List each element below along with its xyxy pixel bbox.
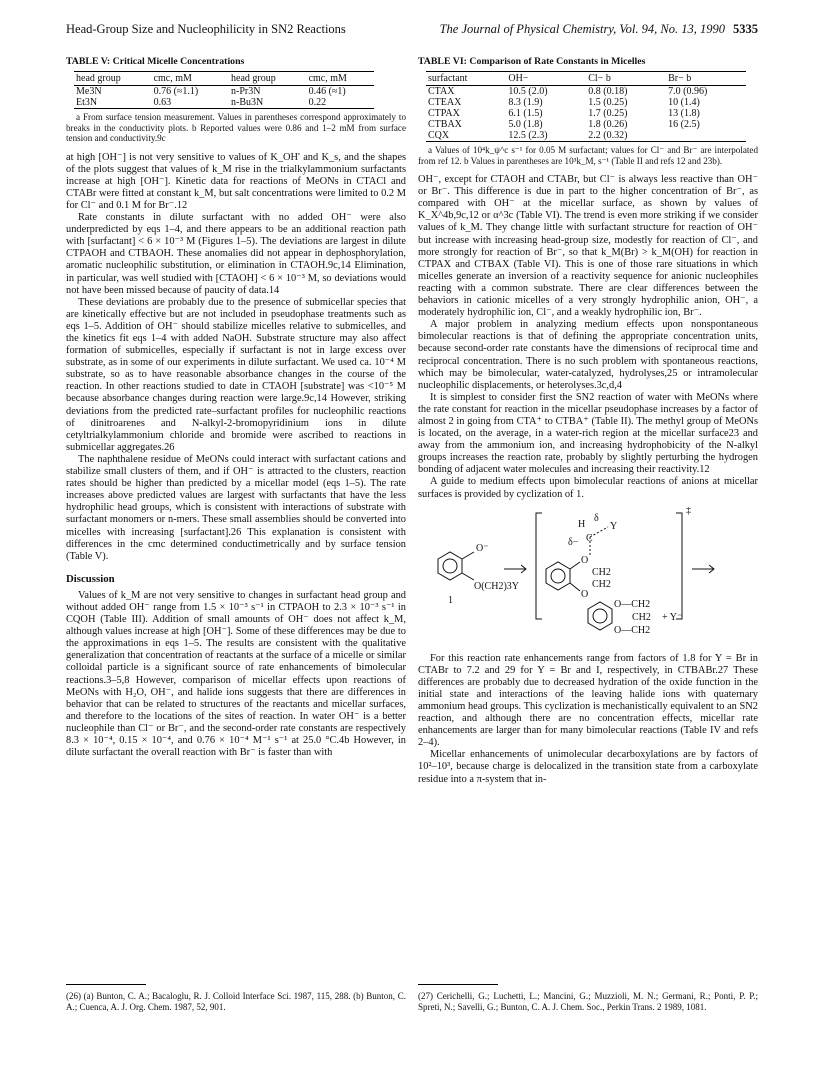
table-cell: 16 (2.5) [668,119,700,131]
table-cell: 13 (1.8) [668,108,700,120]
svg-text:CH2: CH2 [592,578,611,590]
body-paragraph: The naphthalene residue of MeONs could interact with surfactant cations and stabilize small clusters of them, and if OH⁻ is attracted to the clusters, reaction rates should be higher than predicted by a micellar model (eqs 1–5). The rate increases above predicted values are largest with surfactants that have the less hydrophilic head groups, which is consistent with interactions of substrate with surfactant monomers or n-mers. These small assemblies should be converted into micelles with increasing [surfactant].26 This explanation is consistent with differences in the cmc determined conductimetrically and by surface tension (Table V). [66,453,406,562]
running-header-title: Head-Group Size and Nucleophilicity in SN2 Reactions [66,22,346,36]
footnote-rule [66,984,146,985]
svg-text:C: C [586,532,593,544]
svg-text:Y: Y [610,520,618,532]
table6-col-header: OH− [508,73,529,85]
table-cell: 7.0 (0.96) [668,86,708,98]
body-paragraph: at high [OH⁻] is not very sensitive to values of K_OH' and K_s, and the shapes of the plots suggest that values of k_M rise in the trialkylammonium surfactants increase at high [OH⁻]. Kinetic data for reactions of MeONs in CTACl and CTABr were fitted at constant k_M, but salt concentrations were limited to 0.2 M for Cl⁻ and 0.1 M for Br⁻.12 [66,151,406,211]
table-cell: CTBAX [428,119,462,131]
table-row [426,86,746,98]
table-row [426,97,746,108]
svg-text:+ Y⁻: + Y⁻ [662,611,683,623]
right-column [418,56,758,786]
table-cell: 1.7 (0.25) [588,108,628,120]
body-paragraph: OH⁻, except for CTAOH and CTABr, but Cl⁻ is always less reactive than OH⁻ or Br⁻. This difference is due in part to the higher concentration of Br⁻, as compared with OH⁻ at the micellar surface, as shown by values of K_X^4b,9c,12 or α^3c (Table VI). The trend is even more striking if we consider values of k_M. They change little with surfactant structure for reaction of OH⁻ but increase with increasing head-group size, modestly for reaction of Cl⁻, and more strongly for reaction of Br⁻, so that k_M(Br) > k_M(OH) for reaction in CTPAX and CTBAX (Table VI). This is one of those rare situations in which micelles generate an inversion of a reactivity sequence for anionic nucleophiles reacting with a common substrate. There are clear differences between the behaviors in cationic micelles of a very strongly hydrophilic anion, OH⁻, a moderately hydrophilic ion, Cl⁻, and a weakly hydrophilic ion, Br⁻. [418,174,758,319]
table5-caption: TABLE V: Critical Micelle Concentrations [66,56,245,67]
table-cell: 0.46 (≈1) [308,86,346,98]
table6-col-header: surfactant [428,73,468,85]
table-cell: CQX [428,130,450,142]
footnote-26: (26) (a) Bunton, C. A.; Bacaloglu, R. J. Colloid Interface Sci. 1987, 115, 288. (b) Bunton, C. A.; Cuenca, A. J. Org. Chem. 1987, 52, 901. [66,991,406,1012]
table6-col-header: Cl− b [588,73,611,85]
benzene-ring-icon [438,552,462,580]
svg-text:O⁻: O⁻ [476,542,489,554]
svg-text:O: O [581,554,589,566]
table-row [426,119,746,130]
table5-col-header: head group [76,73,121,85]
table-cell: 1.5 (0.25) [588,97,628,109]
table-row [74,97,374,109]
table5-col-header: cmc, mM [308,73,347,85]
table6-header-row [426,72,746,86]
svg-text:CH2: CH2 [592,566,611,578]
table5-col-header: cmc, mM [153,73,192,85]
aromatic-ring-icon [593,609,607,623]
table-cell [666,130,746,142]
table-cell: 0.8 (0.18) [588,86,628,98]
table-cell: CTAX [428,86,455,98]
body-paragraph: These deviations are probably due to the presence of submicellar species that are kinetically effective but are not included in pseudophase treatments such as eqs 1–5. Addition of OH⁻ should stabilize micelles relative to submicelles, and the kinetics fit eqs 1–4 with added NaOH. Substrate structure may also affect formation of submicelles, especially if surfactant is not in large excess over substrate, as in some of our experiments in dilute surfactant. We used ca. 10⁻⁴ M substrate, so as to have reasonable absorbance changes in the course of the reaction. In other reactions studied to date in CTAOH [substrate] was <10⁻⁵ M because absorbance changes during reaction were large.9c,14 However, striking deviations from the predicted rate–surfactant profiles for nucleophilic reactions of dinitroarenes and N-alkyl-2-bromopyridinium ions in dilute cetyltrialkylammonium chloride and bromide were ascribed to reactions in submicellar aggregates.26 [66,296,406,453]
table-cell: 0.76 (≈1.1) [153,86,199,98]
table-row [426,108,746,119]
body-paragraph: It is simplest to consider first the SN2 reaction of water with MeONs where the rate constant for reaction in the micellar pseudophase increases by a factor of almost 2 in going from CTA⁺ to CTBA⁺ (Table II). The methyl group of MeONs is located, on the average, in a water-rich region at the micellar surface23 and away from the ammonium ion, and increasing hydrophobicity of the N-alkyl groups increases the reaction rate, probably by slightly perturbing the hydrogen bonding of adjacent water molecules and increasing their reactivity.12 [418,391,758,476]
aromatic-ring-icon [443,559,457,573]
body-paragraph: For this reaction rate enhancements range from factors of 1.8 for Y = Br in CTABr to 7.2 and 29 for Y = Br and I, respectively, in CTBABr.27 These differences are probably due to decreased hydration of the oxide function in the initial state and interactions of the leaving halide ions with quaternary ammonium head groups. This cyclization is mechanistically equivalent to an SN2 reaction, and although there are no concentration effects, micellar rate enhancements are larger than for many bimolecular reactions (Table IV and refs 2–4). [418,652,758,749]
table-cell: 5.0 (1.8) [508,119,543,131]
table6-footnote: a Values of 10⁴k_ψ^c s⁻¹ for 0.05 M surfactant; values for Cl⁻ and Br⁻ are interpolated from ref 12. b Values in parentheses are 10³k_M, s⁻¹ (Table II and refs 12 and 23b). [418,145,758,166]
reaction-scheme-drawing [418,507,758,647]
table-cell: n-Pr3N [231,86,261,98]
running-header-journal [440,22,758,37]
journal-citation: The Journal of Physical Chemistry, Vol. 94, No. 13, 1990 [439,22,725,36]
table6 [426,71,746,142]
table-row [426,130,746,142]
body-paragraph: A major problem in analyzing medium effects upon nonspontaneous bimolecular reactions is that of defining the appropriate concentration units, because second-order rate constants have the dimensions of reciprocal time and reciprocal concentration. There is no such problem with spontaneous reactions, which may be bimolecular, water-catalyzed, hydrolyses,25 or intramolecular nucleophilic displacements, or heterolyses.3c,d,4 [418,319,758,391]
page-number: 5335 [733,22,758,36]
table-cell: 10 (1.4) [668,97,700,109]
table6-caption: TABLE VI: Comparison of Rate Constants in Micelles [418,56,646,67]
table-cell: Et3N [76,97,98,109]
svg-text:CH2: CH2 [632,611,651,623]
table5-footnote: a From surface tension measurement. Values in parentheses correspond approximately to breaks in the conductivity plots. b Reported values were 0.86 and 1–2 mM from surface tension and conductivity.9c [66,112,406,144]
table6-col-header: Br− b [668,73,692,85]
table-cell: 0.63 [153,97,172,109]
svg-text:δ−: δ− [568,536,579,548]
svg-text:δ: δ [594,512,599,524]
section-heading: Discussion [66,572,115,585]
table-cell: 6.1 (1.5) [508,108,543,120]
svg-text:‡: ‡ [686,506,691,516]
table-cell: n-Bu3N [231,97,264,109]
svg-text:O—CH2: O—CH2 [614,598,651,610]
reaction-scheme [418,507,758,647]
footnote-rule [418,984,498,985]
table5-col-header: head group [231,73,276,85]
svg-text:O(CH2)3Y: O(CH2)3Y [474,580,519,592]
table-cell: CTEAX [428,97,462,109]
table-cell: 1.8 (0.26) [588,119,628,131]
table-cell: Me3N [76,86,102,98]
svg-text:H: H [578,518,586,530]
svg-text:O: O [581,588,589,600]
table-cell: 2.2 (0.32) [588,130,628,142]
table-cell: 12.5 (2.3) [508,130,548,142]
benzene-ring-icon [588,602,612,630]
table-cell: 0.22 [308,97,327,109]
svg-text:1: 1 [448,594,453,606]
body-paragraph: Micellar enhancements of unimolecular decarboxylations are by factors of 10²–10³, because charge is delocalized in the transition state from a carboxylate residue into a π-system that in- [418,749,758,785]
table5-header-row [74,72,374,86]
table-cell: CTPAX [428,108,460,120]
svg-text:O—CH2: O—CH2 [614,624,651,636]
body-paragraph: A guide to medium effects upon bimolecular reactions of anions at micellar surfaces is provided by cyclization of 1. [418,476,758,500]
footnote-27: (27) Cerichelli, G.; Luchetti, L.; Mancini, G.; Muzzioli, M. N.; Germani, R.; Ponti, P. P.; Spreti, N.; Savelli, G.; Bunton, C. A. J. Chem. Soc., Perkin Trans. 2 1989, 1081. [418,991,758,1012]
benzene-ring-icon [546,562,570,590]
body-paragraph: Rate constants in dilute surfactant with no added OH⁻ were also underpredicted by eqs 1–4, and there appears to be an additional reaction path with [surfactant] < 6 × 10⁻³ M (Figures 1–5). The deviations are largest in dilute CTPAOH and CTBAOH. These anomalies did not appear in dephosphorylation, aromatic nucleophilic substitution, or elimination in CTAOH.9c,14 Elimination, in particular, was well studied with [CTAOH] < 6 × 10⁻³ M, so deviations would not have been missed because of paucity of data.14 [66,212,406,296]
left-column [66,56,406,759]
table-row [74,86,374,98]
table-cell: 8.3 (1.9) [508,97,543,109]
body-paragraph: Values of k_M are not very sensitive to changes in surfactant head group and without added OH⁻ range from 1.5 × 10⁻³ s⁻¹ in CTPAOH to 2.3 × 10⁻³ s⁻¹ in CQOH (Table III). Addition of small amounts of OH⁻ does not affect k_M, although values increase at high [OH⁻]. Some of these differences may be due to the approximations in eqs 1–5. The results are consistent with the qualitative generalization that concentration of reactants at the surface of a micelle or similar colloidal particle is a significant source of rate enhancements of bimolecular reactions.3–5,8 However, comparison of micellar effects upon reactions of MeONs with H₂O, OH⁻, and halide ions suggests that there are differences in behavior that can be related to structures of the reactants and micellar surfaces, and therefore to the locations of the sites of reaction. In water OH⁻ is a better nucleophile than Cl⁻ or Br⁻, and the second-order rate constants are respectively 8.3 × 10⁻⁴, 0.15 × 10⁻⁴, and 0.76 × 10⁻⁴ M⁻¹ s⁻¹ at 25.0 °C.4b However, in dilute surfactant the overall reaction with Br⁻ is faster than with [66,589,406,759]
table-cell: 10.5 (2.0) [508,86,548,98]
table5 [74,71,374,109]
aromatic-ring-icon [551,569,565,583]
